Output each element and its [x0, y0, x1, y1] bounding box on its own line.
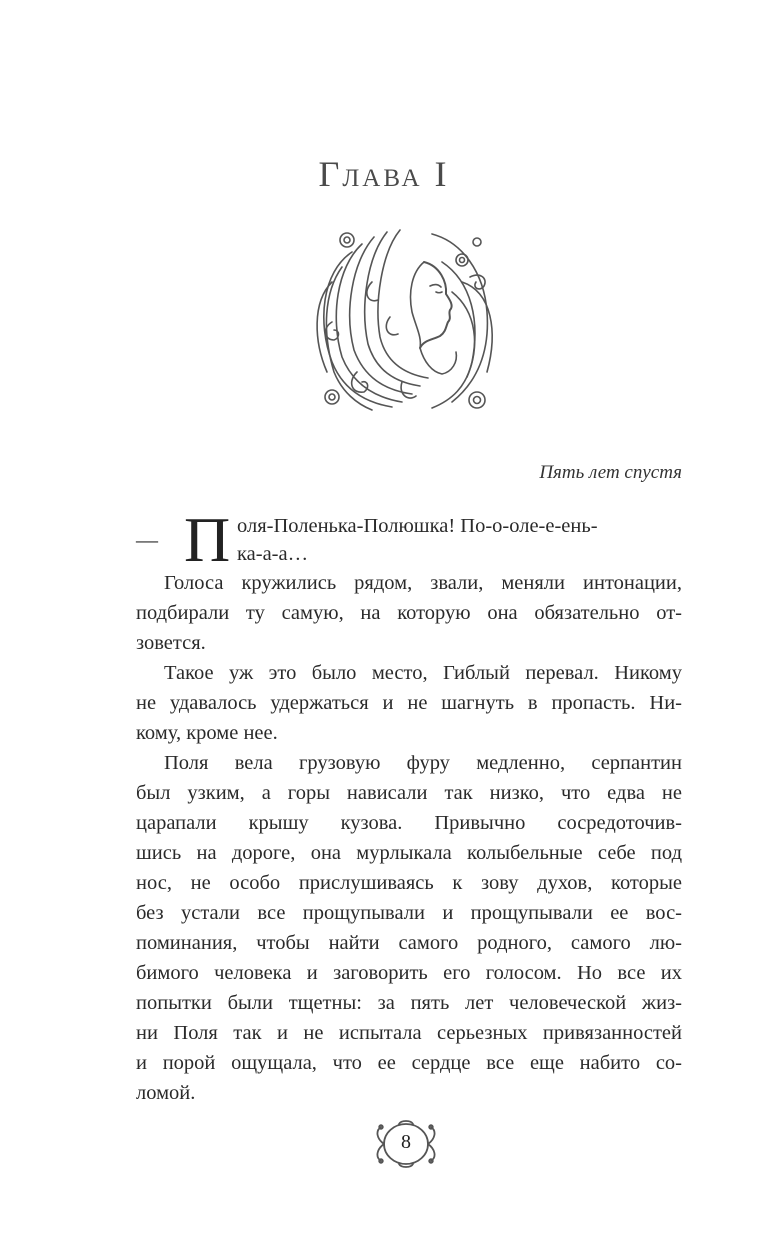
opening-dialogue	[136, 504, 682, 575]
page-number	[371, 1117, 441, 1171]
page-number-text: 8	[401, 1131, 411, 1153]
text-line: бимого человека и заговорить его голосом. Но все их	[136, 962, 682, 984]
epigraph: Пять лет спустя	[539, 462, 682, 483]
body-text	[136, 568, 682, 1108]
text-line: ни Поля так и не испытала серьезных привязанностей	[136, 1022, 682, 1044]
text-line: ломой.	[136, 1082, 196, 1104]
chapter-title: Глава I	[318, 154, 450, 194]
woman-portrait-illustration	[312, 222, 502, 414]
text-line: царапали крышу кузова. Привычно сосредоточив-	[136, 812, 682, 834]
text-line: Голоса кружились рядом, звали, меняли интонации,	[164, 572, 682, 594]
text-line: и порой ощущала, что ее сердце все еще набито со-	[136, 1052, 682, 1074]
text-line: шись на дороге, она мурлыкала колыбельные себе под	[136, 842, 682, 864]
text-line: кому, кроме нее.	[136, 722, 278, 744]
text-line: Поля вела грузовую фуру медленно, серпантин	[164, 752, 682, 774]
text-line: был узким, а горы нависали так низко, что едва не	[136, 782, 682, 804]
text-line: зовется.	[136, 632, 206, 654]
dialogue-line: ка-а-а…	[237, 543, 309, 565]
dialogue-dash: —	[136, 527, 158, 552]
text-line: без устали все прощупывали и прощупывали ее вос-	[136, 902, 682, 924]
text-line: Такое уж это было место, Гиблый перевал. Никому	[164, 662, 682, 684]
text-line: попытки были тщетны: за пять лет человеческой жиз-	[136, 992, 682, 1014]
paragraph-3	[136, 748, 682, 1108]
text-line: нос, не особо прислушиваясь к зову духов, которые	[136, 872, 682, 894]
text-line: не удавалось удержаться и не шагнуть в пропасть. Ни-	[136, 692, 682, 714]
drop-cap: П	[184, 504, 231, 575]
paragraph-2	[136, 658, 682, 748]
text-line: подбирали ту самую, на которую она обязательно от-	[136, 602, 682, 624]
paragraph-1	[136, 568, 682, 658]
text-line: поминания, чтобы найти самого родного, самого лю-	[136, 932, 682, 954]
dialogue-line: оля-Поленька-Полюшка! По-о-оле-е-ень-	[237, 515, 598, 537]
